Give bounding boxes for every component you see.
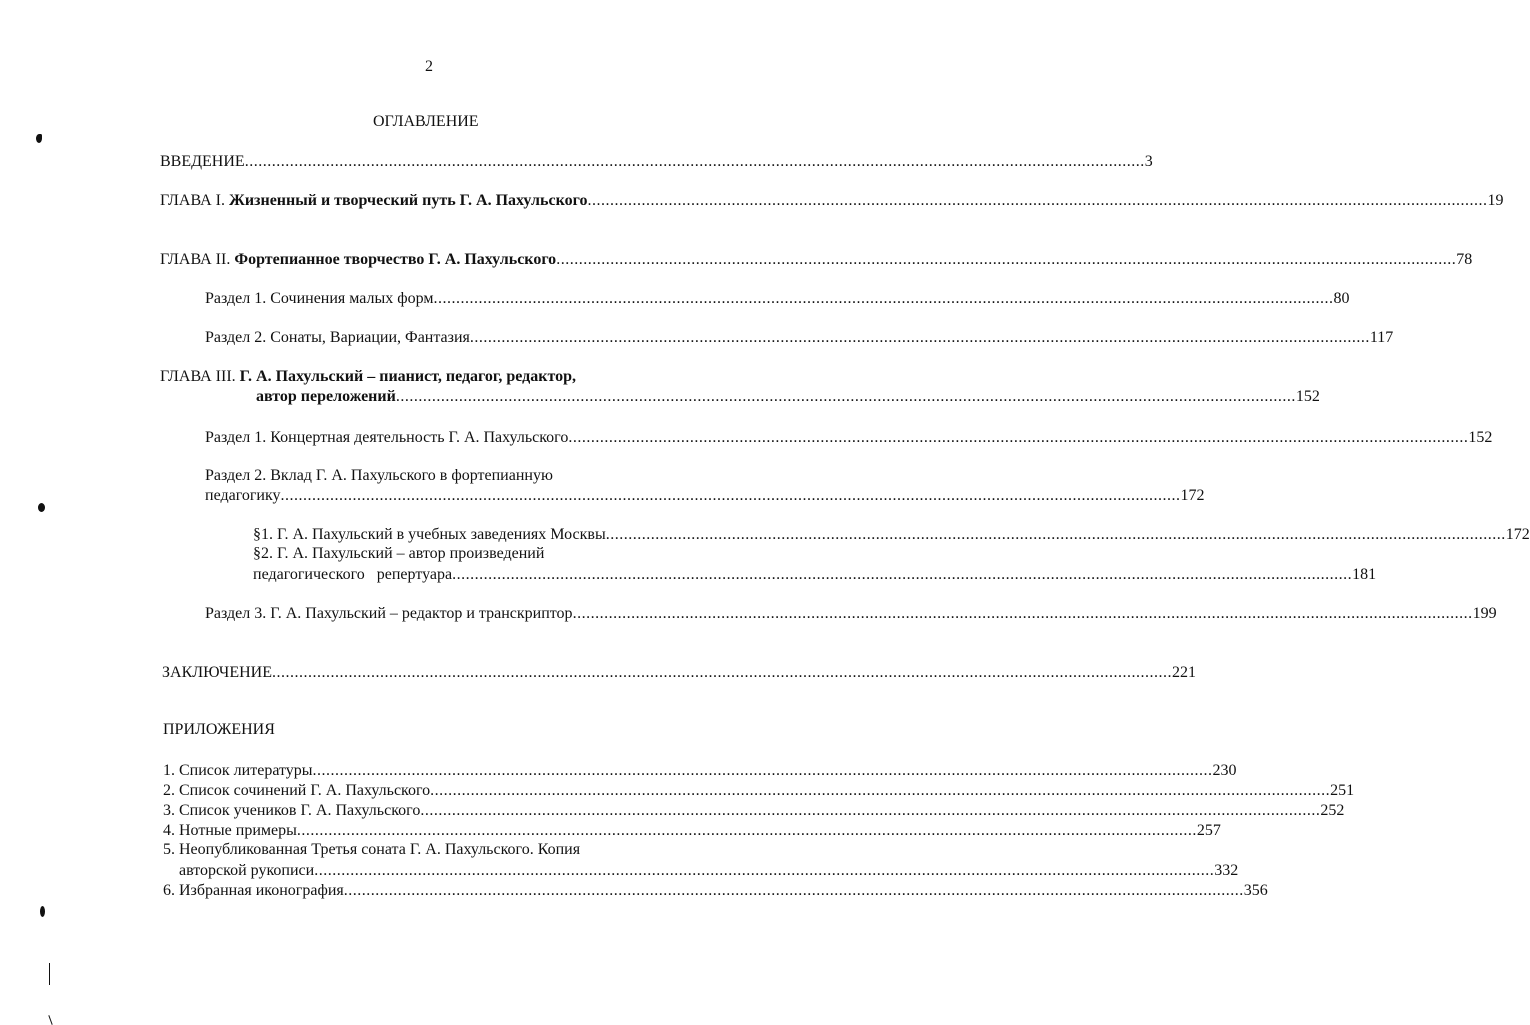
toc-entry-label: 4. Нотные примеры	[163, 822, 297, 839]
toc-entry-page: 19	[1487, 192, 1504, 209]
toc-entry-label: 3. Список учеников Г. А. Пахульского	[163, 802, 421, 819]
toc-entry-section	[205, 428, 1493, 448]
toc-entry-chapter-1	[160, 191, 1504, 211]
scan-speck	[38, 503, 45, 512]
page-number: 2	[425, 58, 433, 75]
toc-entry-label: Раздел 1. Сочинения малых форм	[205, 290, 434, 307]
toc-entry-paragraph	[253, 525, 1530, 545]
toc-entry-label: Раздел 1. Концертная деятельность Г. А. Пахульского	[205, 429, 569, 446]
toc-entry-section	[205, 328, 1394, 348]
toc-entry-label	[160, 250, 556, 270]
toc-entry-label: педагогику	[205, 487, 281, 504]
toc-entry-label	[160, 191, 587, 211]
toc-entry-appendix	[163, 781, 1355, 801]
scan-speck	[48, 1015, 52, 1025]
toc-leader: ........................................................................................................................................................................................................	[587, 192, 1488, 209]
toc-entry-label: ЗАКЛЮЧЕНИЕ	[162, 664, 272, 681]
toc-entry-label: 6. Избранная иконография	[163, 882, 344, 899]
toc-leader: ........................................................................................................................................................................................................	[556, 251, 1457, 268]
toc-leader: ........................................................................................................................................................................................................	[395, 388, 1296, 405]
chapter-title: Жизненный и творческий путь Г. А. Пахульского	[229, 192, 588, 209]
toc-entry-page: 172	[1180, 487, 1205, 504]
toc-leader: ........................................................................................................................................................................................................	[244, 153, 1145, 170]
toc-entry-page: 3	[1144, 153, 1153, 170]
toc-entry-page: 221	[1171, 664, 1196, 681]
chapter-title: Фортепианное творчество Г. А. Пахульского	[234, 251, 557, 268]
toc-entry-label: авторской рукописи	[179, 862, 315, 879]
toc-entry-paragraph	[253, 565, 1377, 585]
toc-leader: ........................................................................................................................................................................................................	[420, 802, 1321, 819]
chapter-title: Г. А. Пахульский – пианист, педагог, редактор,	[239, 368, 577, 385]
chapter-prefix: ГЛАВА II.	[160, 251, 235, 268]
toc-heading: ОГЛАВЛЕНИЕ	[373, 113, 479, 130]
toc-entry-appendix-line1: 5. Неопубликованная Третья соната Г. А. Пахульского. Копия	[163, 841, 581, 858]
chapter-prefix: ГЛАВА III.	[160, 368, 240, 385]
toc-leader: ........................................................................................................................................................................................................	[568, 429, 1469, 446]
toc-leader: ........................................................................................................................................................................................................	[452, 566, 1353, 583]
toc-entry-page: 199	[1472, 605, 1497, 622]
toc-entry-label: педагогического репертуара	[253, 566, 453, 583]
toc-entry-page: 257	[1196, 822, 1221, 839]
toc-entry-section	[205, 486, 1205, 506]
toc-entry-label: ВВЕДЕНИЕ	[160, 153, 245, 170]
appendices-heading: ПРИЛОЖЕНИЯ	[163, 721, 275, 738]
toc-leader: ........................................................................................................................................................................................................	[296, 822, 1197, 839]
toc-entry-page: 332	[1214, 862, 1239, 879]
toc-entry-section	[205, 604, 1497, 624]
toc-entry-page: 181	[1352, 566, 1377, 583]
toc-entry-page: 117	[1369, 329, 1394, 346]
toc-entry-label: Раздел 3. Г. А. Пахульский – редактор и транскриптор	[205, 605, 573, 622]
toc-entry-paragraph-line1: §2. Г. А. Пахульский – автор произведений	[253, 545, 545, 562]
toc-entry-page: 251	[1330, 782, 1355, 799]
toc-entry-appendix	[163, 881, 1268, 901]
toc-entry-label: §1. Г. А. Пахульский в учебных заведениях Москвы	[253, 526, 606, 543]
toc-entry-label: автор переложений	[256, 388, 396, 405]
scan-speck	[49, 963, 50, 985]
toc-leader: ........................................................................................................................................................................................................	[572, 605, 1473, 622]
toc-leader: ........................................................................................................................................................................................................	[605, 526, 1506, 543]
toc-entry-page: 80	[1333, 290, 1350, 307]
toc-entry-page: 78	[1456, 251, 1473, 268]
toc-entry-conclusion	[162, 663, 1196, 683]
chapter-prefix: ГЛАВА I.	[160, 192, 229, 209]
toc-entry-appendix	[163, 801, 1345, 821]
toc-leader: ........................................................................................................................................................................................................	[343, 882, 1244, 899]
toc-entry-label: 1. Список литературы	[163, 762, 313, 779]
toc-entry-page: 230	[1212, 762, 1237, 779]
toc-leader: ........................................................................................................................................................................................................	[271, 664, 1172, 681]
toc-leader: ........................................................................................................................................................................................................	[433, 290, 1334, 307]
scan-speck	[40, 906, 45, 917]
toc-entry-section	[205, 289, 1350, 309]
toc-leader: ........................................................................................................................................................................................................	[280, 487, 1181, 504]
toc-entry-chapter-3	[256, 387, 1320, 407]
toc-entry-page: 152	[1468, 429, 1493, 446]
toc-entry-chapter-2	[160, 250, 1473, 270]
toc-leader: ........................................................................................................................................................................................................	[314, 862, 1215, 879]
toc-entry-page: 152	[1295, 388, 1320, 405]
toc-entry-label: Раздел 2. Сонаты, Вариации, Фантазия	[205, 329, 470, 346]
toc-entry-intro	[160, 152, 1153, 172]
toc-leader: ........................................................................................................................................................................................................	[469, 329, 1370, 346]
toc-entry-label: 2. Список сочинений Г. А. Пахульского	[163, 782, 431, 799]
toc-entry-page: 252	[1320, 802, 1345, 819]
toc-entry-appendix	[163, 761, 1237, 781]
toc-entry-page: 356	[1243, 882, 1268, 899]
scan-speck	[36, 134, 42, 143]
toc-entry-page: 172	[1505, 526, 1530, 543]
toc-entry-chapter-3-line1	[160, 368, 576, 386]
toc-leader: ........................................................................................................................................................................................................	[430, 782, 1331, 799]
toc-entry-appendix	[179, 861, 1239, 881]
toc-entry-appendix	[163, 821, 1221, 841]
toc-entry-section-line1: Раздел 2. Вклад Г. А. Пахульского в фортепианную	[205, 467, 553, 484]
toc-leader: ........................................................................................................................................................................................................	[312, 762, 1213, 779]
